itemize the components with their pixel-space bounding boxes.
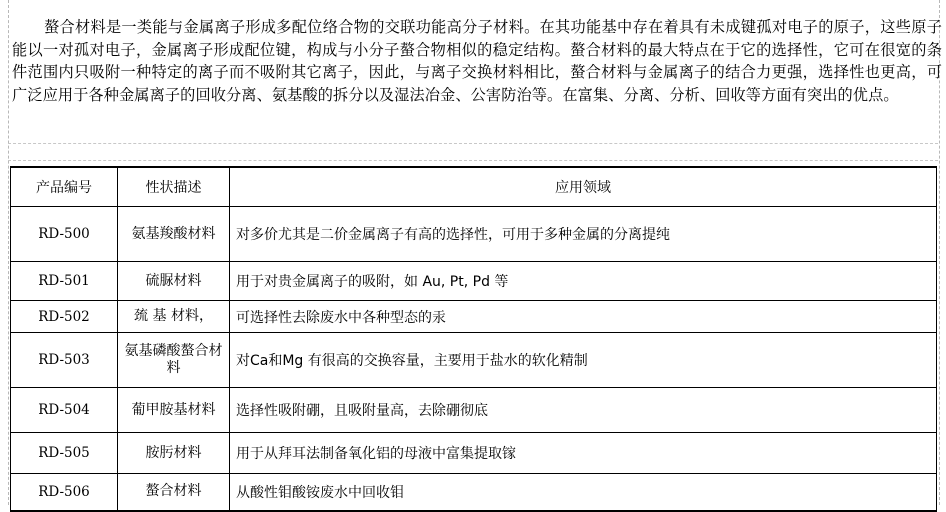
product-application: 对Ca和Mg 有很高的交换容量，主要用于盐水的软化精制: [230, 333, 937, 388]
intro-paragraph: 螯合材料是一类能与金属离子形成多配位络合物的交联功能高分子材料。在其功能基中存在着具有未成键孤对电子的原子，这些原子能以一对孤对电子，金属离子形成配位键，构成与小分子螯合物相似的稳定结构。螯合材料的最大特点在于它的选择性，它可在很宽的条件范围内只吸附一种特定的离子而不吸附其它离子，因此，与离子交换材料相比，螯合材料与金属离子的结合力更强，选择性也更高，可广泛应用于各种金属离子的回收分离、氨基酸的拆分以及湿法冶金、公害防治等。在富集、分离、分析、回收等方面有突出的优点。: [12, 18, 942, 104]
table-row: [11, 262, 937, 301]
product-code: RD-504: [11, 388, 118, 433]
product-application: 从酸性钼酸铵废水中回收钼: [230, 474, 937, 511]
product-description: 胺肟材料: [118, 433, 230, 474]
header-application: 应用领域: [230, 167, 937, 207]
product-description: 氨基磷酸螯合材料: [118, 333, 230, 388]
product-application: 对多价尤其是二价金属离子有高的选择性，可用于多种金属的分离提纯: [230, 207, 937, 262]
product-description: 葡甲胺基材料: [118, 388, 230, 433]
table-row: [11, 301, 937, 333]
product-description: 巯 基 材料，: [118, 301, 230, 333]
product-description: 螯合材料: [118, 474, 230, 511]
product-code: RD-503: [11, 333, 118, 388]
product-application: 用于对贵金属离子的吸附，如 Au, Pt, Pd 等: [230, 262, 937, 301]
product-application: 可选择性去除废水中各种型态的汞: [230, 301, 937, 333]
product-application: 用于从拜耳法制备氧化铝的母液中富集提取镓: [230, 433, 937, 474]
section-divider: [8, 160, 938, 161]
product-description: 氨基羧酸材料: [118, 207, 230, 262]
header-code: 产品编号: [11, 167, 118, 207]
table-row: [11, 333, 937, 388]
product-code: RD-502: [11, 301, 118, 333]
section-divider: [8, 143, 938, 144]
product-code: RD-506: [11, 474, 118, 511]
product-code: RD-505: [11, 433, 118, 474]
product-description: 硫脲材料: [118, 262, 230, 301]
table-header-row: [11, 167, 937, 207]
table-row: [11, 433, 937, 474]
product-application: 选择性吸附硼，且吸附量高，去除硼彻底: [230, 388, 937, 433]
product-code: RD-500: [11, 207, 118, 262]
table-row: [11, 207, 937, 262]
table-row: [11, 474, 937, 511]
header-description: 性状描述: [118, 167, 230, 207]
product-table: [10, 166, 937, 512]
table-row: [11, 388, 937, 433]
product-code: RD-501: [11, 262, 118, 301]
